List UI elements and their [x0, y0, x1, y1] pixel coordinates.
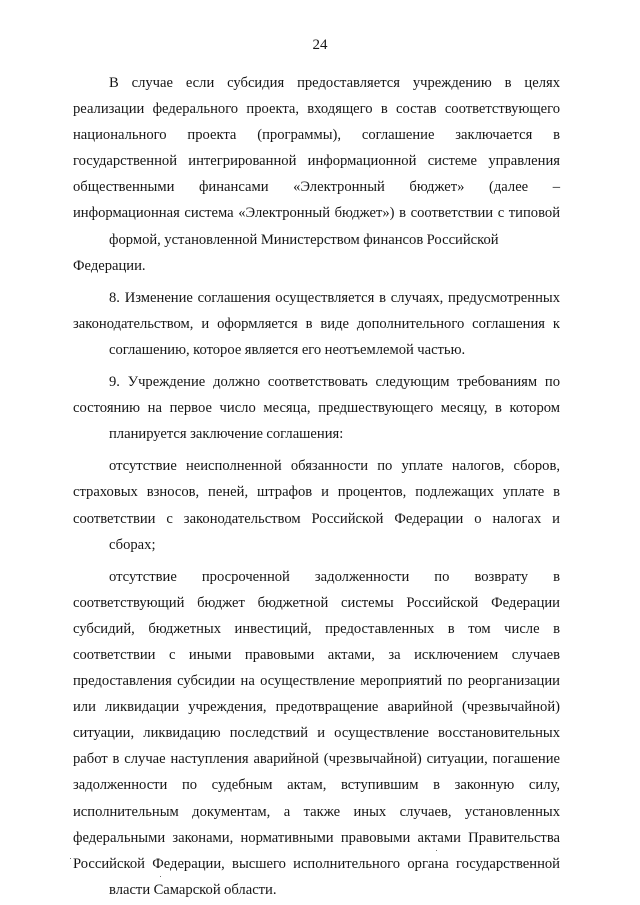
paragraph-last-line: сборах; — [109, 536, 156, 553]
paragraph-last-line: формой, установленной Министерством финансов Российской Федерации. — [73, 231, 499, 274]
document-body — [73, 70, 560, 903]
paragraph-last-line: планируется заключение соглашения: — [109, 426, 344, 443]
paragraph-text: 8. Изменение соглашения осуществляется в случаях, предусмотренных законодательством, и оформляется в виде дополнительного соглашения к — [73, 289, 560, 332]
scan-speck — [70, 858, 71, 859]
scan-speck — [160, 876, 161, 877]
paragraph-last-line: соглашению, которое является его неотъемлемой частью. — [109, 341, 466, 358]
paragraph-text: отсутствие неисполненной обязанности по уплате налогов, сборов, страховых взносов, пеней, штрафов и процентов, подлежащих уплате в соответствии с законодательством Российской Федерации о налогах и — [73, 458, 560, 527]
paragraph-text: 9. Учреждение должно соответствовать следующим требованиям по состоянию на первое число месяца, предшествующего месяцу, в котором — [73, 374, 560, 417]
paragraph-subsidy-federal-project — [73, 70, 560, 279]
paragraph-text: отсутствие просроченной задолженности по возврату в соответствующий бюджет бюджетной системы Российской Федерации субсидий, бюджетных инвестиций, предоставленных в том числе в соответствии с иными правовыми актами, за исключением случаев предоставления субсидии на осуществление мероприятий по реорганизации или ликвидации учреждения, предотвращение аварийной (чрезвычайной) ситуации, ликвидацию последствий и осуществление восстановительных работ в случае наступления аварийной (чрезвычайной) ситуации, погашение задолженности по судебным актам, вступившим в законную силу, исполнительным документам, а также иных случаев, установленных федеральными законами, нормативными правовыми актами Правительства Российской Федерации, высшего исполнительного органа государственной — [73, 568, 560, 872]
paragraph-section-8 — [73, 285, 560, 363]
paragraph-requirement-no-tax-debt — [73, 453, 560, 557]
paragraph-last-line: власти Самарской области. — [109, 881, 277, 898]
paragraph-section-9 — [73, 369, 560, 447]
page-number: 24 — [312, 37, 328, 53]
scan-speck — [436, 850, 437, 851]
paragraph-requirement-no-overdue-debt — [73, 564, 560, 903]
paragraph-text: В случае если субсидия предоставляется учреждению в целях реализации федерального проекта, входящего в состав соответствующего национального проекта (программы), соглашение заключается в государственной интегрированной информационной системе управления общественными финансами «Электронный бюджет» (далее – информационная система «Электронный бюджет») в соответствии с типовой — [73, 75, 560, 222]
